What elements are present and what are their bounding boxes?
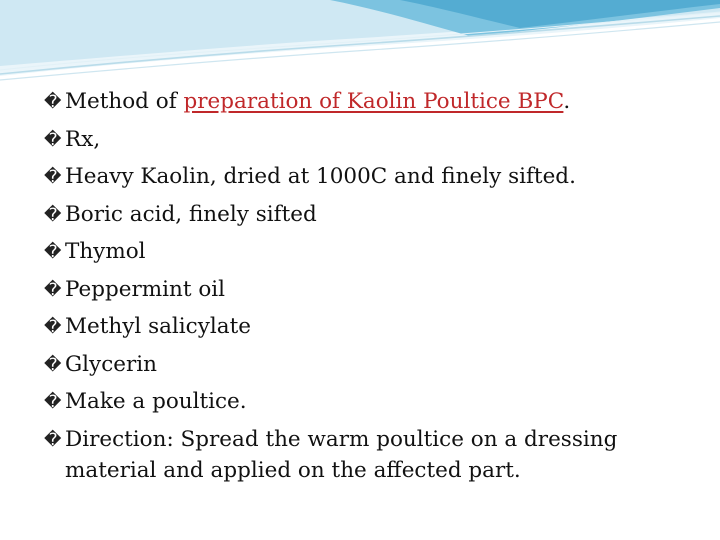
- list-item: [44, 349, 684, 380]
- list-item-text: Boric acid, finely sifted: [65, 201, 317, 227]
- bullet-glyph: �: [44, 92, 62, 112]
- bullet-glyph: �: [44, 242, 62, 262]
- bullet-list: [44, 86, 684, 492]
- bullet-glyph: �: [44, 392, 62, 412]
- bullet-glyph: �: [44, 129, 62, 150]
- list-item: [44, 274, 684, 305]
- list-item-text: Make a poultice.: [65, 389, 247, 414]
- list-item: [44, 124, 684, 155]
- list-item-text: Peppermint oil: [65, 276, 226, 302]
- list-item-text: Rx,: [65, 126, 101, 152]
- list-item-text: Methyl salicylate: [65, 314, 251, 339]
- list-item: [44, 311, 684, 342]
- bullet-glyph: �: [44, 429, 62, 450]
- list-item-text: [65, 86, 684, 117]
- list-item: [44, 161, 684, 192]
- list-item-method: [44, 86, 684, 117]
- list-item-text: Thymol: [65, 239, 146, 264]
- list-item: [44, 386, 684, 417]
- list-item-text: Heavy Kaolin, dried at 1000C and finely sifted.: [65, 164, 576, 189]
- bullet-glyph: �: [44, 167, 62, 187]
- bullet-glyph: �: [44, 279, 62, 300]
- header-wave-decoration: [0, 0, 720, 90]
- list-item-direction: [44, 424, 684, 486]
- list-item: [44, 236, 684, 267]
- bullet-glyph: �: [44, 204, 62, 225]
- method-prefix-text: Method of: [65, 89, 184, 114]
- preparation-link[interactable]: preparation of Kaolin Poultice BPC: [183, 89, 564, 114]
- bullet-glyph: �: [44, 354, 62, 375]
- list-item-text: Direction: Spread the warm poultice on a dressing material and applied on the affected part.: [65, 426, 618, 483]
- method-suffix-text: .: [563, 89, 571, 114]
- list-item: [44, 199, 684, 230]
- bullet-glyph: �: [44, 317, 62, 337]
- list-item-text: Glycerin: [65, 351, 157, 377]
